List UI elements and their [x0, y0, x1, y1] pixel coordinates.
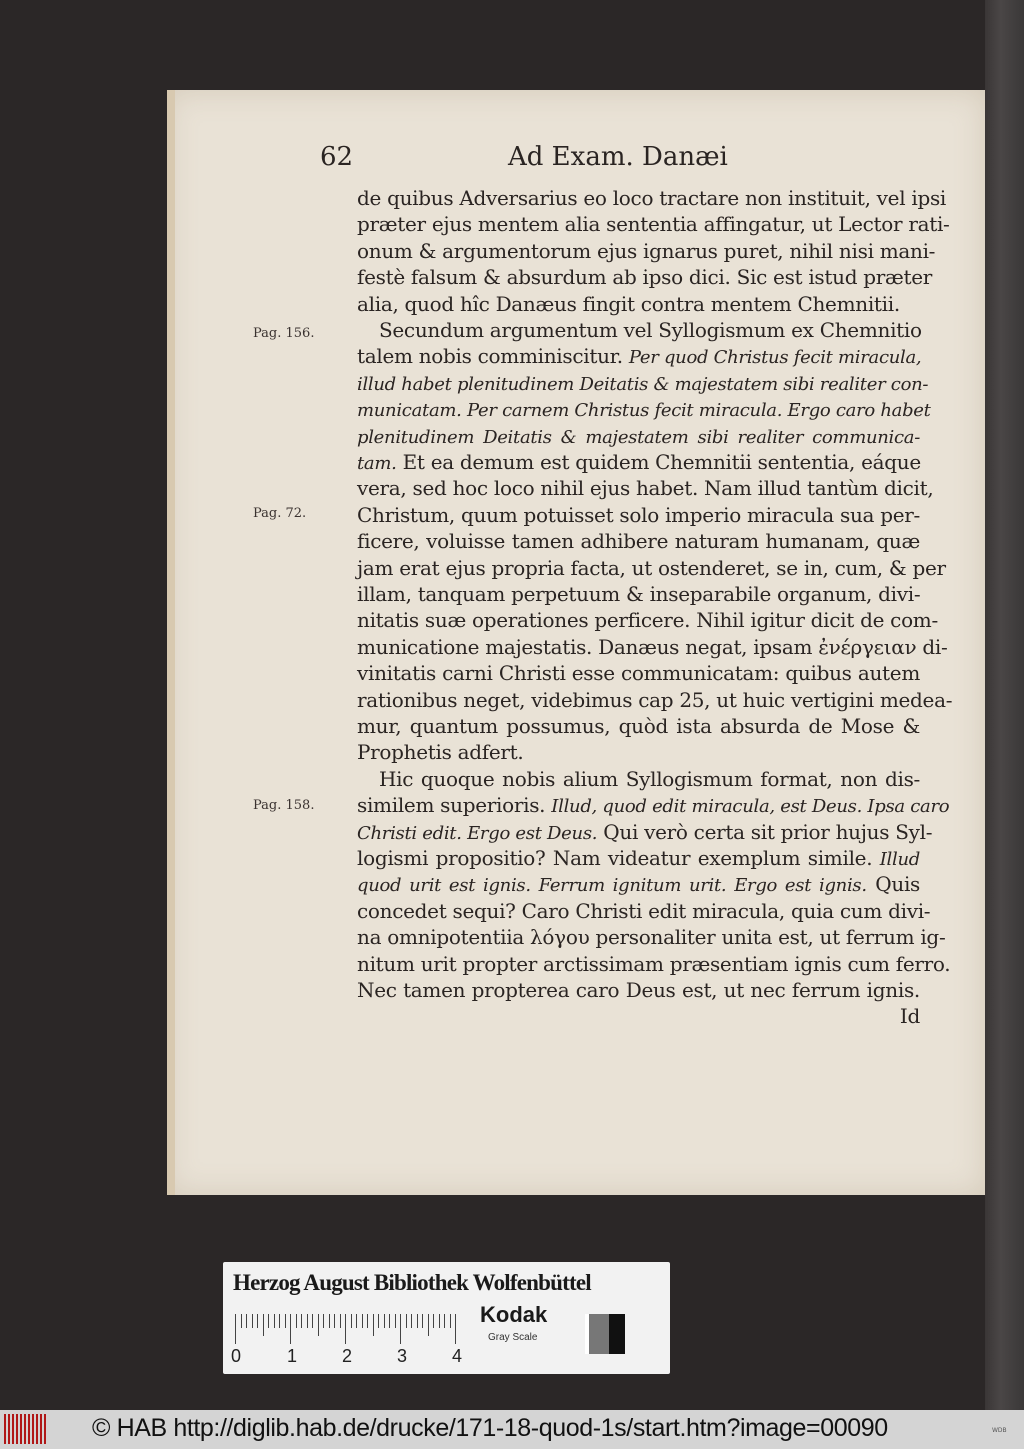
text-segment: de quibus Adversarius eo loco tractare non instituit, vel ipsi	[357, 186, 947, 210]
text-line	[357, 871, 920, 897]
hab-logo-icon	[4, 1414, 48, 1444]
ruler-tick	[318, 1314, 319, 1336]
ruler-tick	[367, 1314, 368, 1328]
text-line	[357, 264, 933, 290]
text-segment: vinitatis carni Christi esse communicatam: quibus autem	[357, 661, 920, 686]
ruler-tick	[351, 1314, 352, 1328]
text-line	[357, 291, 920, 317]
ruler-tick	[422, 1314, 423, 1328]
text-segment: nitatis suæ operationes perficere. Nihil igitur dicit de com-	[357, 608, 938, 633]
ruler-tick	[378, 1314, 379, 1328]
ruler-tick	[268, 1314, 269, 1328]
text-line	[357, 528, 920, 554]
ruler-label: 2	[342, 1346, 353, 1366]
ruler-tick	[263, 1314, 264, 1336]
ruler-tick	[362, 1314, 363, 1328]
ruler-tick	[257, 1314, 258, 1328]
text-segment: jam erat ejus propria facta, ut ostenderet, se in, cum, & per	[357, 555, 946, 580]
text-line	[357, 1003, 920, 1029]
italic-text: Illud, quod edit miracula, est Deus. Ipsa caro	[551, 796, 950, 818]
text-line	[357, 713, 920, 739]
library-name: Herzog August Bibliothek Wolfenbüttel	[233, 1270, 591, 1295]
ruler-tick	[400, 1314, 401, 1344]
text-segment: mur, quantum possumus, quòd ista absurda de Mose &	[357, 714, 920, 738]
ruler-tick	[406, 1314, 407, 1328]
ruler-tick	[433, 1314, 434, 1328]
text-line	[357, 977, 920, 1003]
ruler-tick	[290, 1314, 291, 1344]
ruler-tick	[450, 1314, 451, 1328]
text-segment: Christum, quum potuisset solo imperio miracula sua per-	[357, 502, 920, 527]
text-line	[357, 898, 931, 924]
text-segment: Nec tamen propterea caro Deus est, ut nec ferrum ignis.	[357, 978, 920, 1002]
ruler-tick	[301, 1314, 302, 1328]
ruler-label: 0	[231, 1346, 242, 1366]
text-segment: Secundum argumentum vel Syllogismum ex Chemnitio	[379, 318, 922, 342]
text-segment: festè falsum & absurdum ab ipso dici. Sic est istud præter	[357, 265, 933, 290]
text-line	[357, 924, 946, 950]
ruler-tick	[411, 1314, 412, 1328]
ruler-tick	[296, 1314, 297, 1328]
text-segment: similem superioris.	[357, 793, 552, 818]
margin-note: Pag. 158.	[253, 798, 315, 813]
text-line	[357, 502, 920, 528]
copyright-url[interactable]: © HAB http://diglib.hab.de/drucke/171-18-quod-1s/start.htm?image=00090	[92, 1414, 888, 1442]
text-line	[357, 343, 920, 369]
ruler-tick	[241, 1314, 242, 1328]
ruler-label: 4	[452, 1346, 463, 1366]
color-calibration-card	[223, 1262, 670, 1374]
italic-text: tam.	[357, 453, 397, 474]
text-line	[357, 792, 950, 818]
text-line	[357, 211, 950, 237]
italic-text: municatam. Per carnem Christus fecit miracula. Ergo caro habet	[357, 400, 931, 422]
text-segment: Prophetis adfert.	[357, 740, 524, 765]
ruler-tick	[235, 1314, 236, 1344]
ruler-tick	[444, 1314, 445, 1328]
text-line	[357, 607, 938, 633]
ruler-tick	[373, 1314, 374, 1336]
ruler-tick	[384, 1314, 385, 1328]
text-segment: ficere, voluisse tamen adhibere naturam humanam, quæ	[357, 529, 920, 554]
text-line	[357, 739, 920, 765]
text-line	[357, 766, 920, 792]
text-segment: talem nobis comminiscitur.	[357, 344, 629, 369]
text-segment: præter ejus mentem alia sententia affingatur, ut Lector rati-	[357, 212, 950, 237]
text-line	[357, 555, 946, 581]
gray-scale-label: Gray Scale	[488, 1332, 538, 1343]
footer-mark: WDB	[992, 1427, 1007, 1434]
ruler-tick	[252, 1314, 253, 1328]
ruler-tick	[389, 1314, 390, 1328]
ruler-tick	[323, 1314, 324, 1328]
italic-text: Per quod Christus fecit miracula,	[628, 347, 922, 369]
ruler-tick	[312, 1314, 313, 1328]
text-line	[357, 687, 953, 713]
ruler-tick	[334, 1314, 335, 1328]
text-line	[357, 317, 920, 343]
ruler-tick	[274, 1314, 275, 1328]
kodak-logo: Kodak	[480, 1302, 548, 1327]
gray-swatch	[585, 1314, 625, 1354]
ruler-tick	[340, 1314, 341, 1328]
text-segment: na omnipotentiia λόγου personaliter unita est, ut ferrum ig-	[357, 925, 946, 950]
text-line	[357, 423, 920, 449]
ruler-tick	[246, 1314, 247, 1328]
text-line	[357, 581, 920, 607]
text-segment: concedet sequi? Caro Christi edit miracula, quia cum divi-	[357, 898, 931, 923]
page-number: 62	[320, 142, 354, 172]
ruler-tick	[395, 1314, 396, 1328]
page-edge	[167, 90, 175, 1195]
ruler-tick	[345, 1314, 346, 1344]
ruler-label: 1	[287, 1346, 298, 1366]
text-segment: alia, quod hîc Danæus fingit contra mentem Chemnitii.	[357, 291, 900, 316]
text-line	[357, 238, 936, 264]
text-segment: rationibus neget, videbimus cap 25, ut huic vertigini medea-	[357, 687, 953, 712]
footer-bar	[0, 1410, 1024, 1449]
text-line	[357, 634, 948, 660]
italic-text: plenitudinem Deitatis & majestatem sibi realiter communica-	[357, 426, 920, 448]
scan-background-strip	[985, 0, 1024, 1410]
ruler-tick	[307, 1314, 308, 1328]
text-line	[357, 660, 920, 686]
italic-text: illud habet plenitudinem Deitatis & majestatem sibi realiter con-	[357, 373, 929, 395]
text-segment: Quis	[866, 872, 921, 897]
ruler-label: 3	[397, 1346, 408, 1366]
ruler-scale	[235, 1314, 460, 1344]
ruler-tick	[329, 1314, 330, 1328]
ruler-tick	[285, 1314, 286, 1328]
text-line	[357, 819, 933, 845]
ruler-tick	[428, 1314, 429, 1336]
text-segment: Qui verò certa sit prior hujus Syl-	[597, 819, 933, 844]
ruler-tick	[356, 1314, 357, 1328]
italic-text: Christi edit. Ergo est Deus.	[357, 822, 598, 844]
margin-note: Pag. 156.	[253, 326, 315, 341]
text-segment: vera, sed hoc loco nihil ejus habet. Nam illud tantùm dicit,	[357, 476, 934, 501]
ruler-tick	[439, 1314, 440, 1328]
text-segment: Et ea demum est quidem Chemnitii sententia, eáque	[396, 450, 921, 474]
text-line	[357, 396, 931, 422]
text-line	[357, 370, 929, 396]
italic-text: quod urit est ignis. Ferrum ignitum urit. Ergo est ignis.	[357, 875, 867, 897]
ruler-tick	[455, 1314, 456, 1344]
text-segment: Id	[899, 1004, 920, 1029]
text-segment: nitum urit propter arctissimam præsentiam ignis cum ferro.	[357, 951, 951, 976]
text-segment: logismi propositio? Nam videatur exemplum simile.	[357, 846, 880, 870]
running-head: Ad Exam. Danæi	[508, 142, 728, 172]
text-segment: illam, tanquam perpetuum & inseparabile organum, divi-	[357, 582, 921, 606]
text-line	[357, 845, 920, 871]
text-segment: Hic quoque nobis alium Syllogismum format, non dis-	[379, 766, 920, 791]
margin-note: Pag. 72.	[253, 506, 307, 521]
text-line	[357, 951, 951, 977]
text-line	[357, 185, 947, 211]
ruler-tick	[279, 1314, 280, 1328]
text-segment: municatione majestatis. Danæus negat, ipsam ἐνέργειαν di-	[357, 634, 948, 659]
text-line	[357, 475, 934, 501]
text-segment: onum & argumentorum ejus ignarus puret, nihil nisi mani-	[357, 238, 936, 263]
text-line	[357, 449, 920, 475]
italic-text: Illud	[879, 849, 920, 870]
ruler-tick	[417, 1314, 418, 1328]
